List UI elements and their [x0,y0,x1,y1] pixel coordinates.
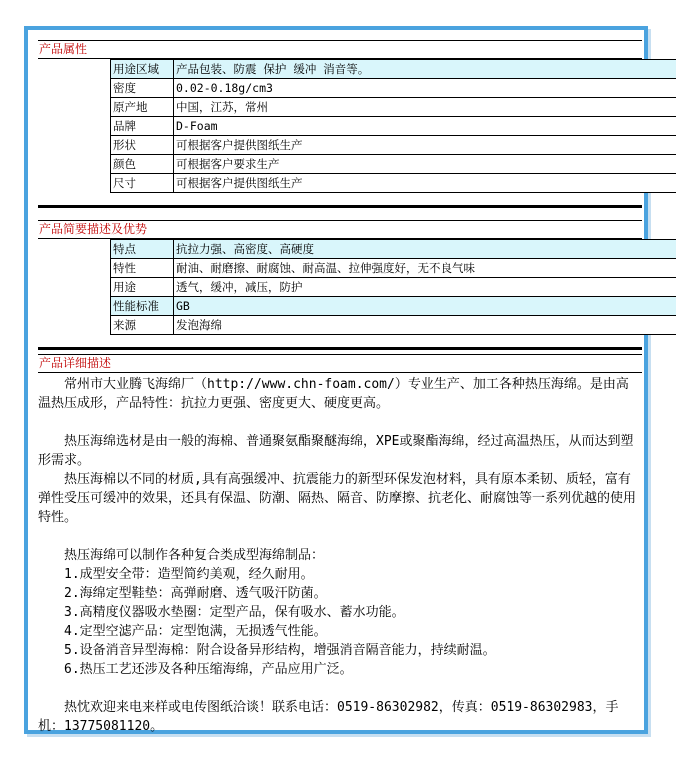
table-row [111,79,676,98]
detail-paragraph: 常州市大业腾飞海绵厂（http://www.chn-foam.com/）专业生产、加工各种热压海绵。是由高温热压成形，产品特性：抗拉力更强、密度更大、硬度更高。 [38,377,629,411]
table-row [111,240,676,259]
section-title-brief: 产品简要描述及优势 [38,220,642,239]
row-key: 密度 [111,79,174,98]
row-value: 可根据客户提供图纸生产 [174,136,676,155]
section-title-detail: 产品详细描述 [38,354,642,373]
table-row [111,278,676,297]
table-row [111,60,676,79]
product-frame [24,26,648,734]
detail-list [38,565,640,679]
row-key: 形状 [111,136,174,155]
brief-table [110,239,676,335]
table-row [111,316,676,335]
table-row [111,117,676,136]
list-item: 1.成型安全带：造型简约美观，经久耐用。 [64,567,314,582]
row-key: 原产地 [111,98,174,117]
list-item: 2.海绵定型鞋垫：高弹耐磨、透气吸汗防菌。 [64,586,327,601]
row-value: 可根据客户要求生产 [174,155,676,174]
list-item: 3.高精度仪器吸水垫圈：定型产品，保有吸水、蓄水功能。 [64,605,405,620]
contact-paragraph: 热忱欢迎来电来样或电传图纸洽谈！联系电话：0519-86302982，传真：0519-86302983，手机：13775081120。 [38,700,619,734]
row-value: 可根据客户提供图纸生产 [174,174,676,193]
row-value: D-Foam [174,117,676,136]
table-row [111,174,676,193]
table-row [111,155,676,174]
table-row [111,297,676,316]
row-key: 颜色 [111,155,174,174]
row-key: 性能标准 [111,297,174,316]
row-key: 来源 [111,316,174,335]
row-value: 发泡海绵 [174,316,676,335]
row-key: 用途 [111,278,174,297]
attributes-table [110,59,676,193]
row-key: 尺寸 [111,174,174,193]
row-key: 用途区域 [111,60,174,79]
row-value: 抗拉力强、高密度、高硬度 [174,240,676,259]
row-value: 0.02-0.18g/cm3 [174,79,676,98]
row-value: 耐油、耐磨擦、耐腐蚀、耐高温、拉伸强度好，无不良气味 [174,259,676,278]
list-item: 4.定型空滤产品：定型饱满，无损透气性能。 [64,624,327,639]
list-item: 6.热压工艺还涉及各种压缩海绵，产品应用广泛。 [64,662,353,677]
section-title-attributes: 产品属性 [38,40,642,59]
row-value: 产品包装、防震 保护 缓冲 消音等。 [174,60,676,79]
row-key: 品牌 [111,117,174,136]
detail-paragraph: 热压海绵选材是由一般的海棉、普通聚氨酯聚醚海绵，XPE或聚酯海绵，经过高温热压，从而达到塑形需求。 [38,434,634,468]
row-value: 中国，江苏，常州 [174,98,676,117]
detail-paragraph: 热压海绵可以制作各种复合类成型海绵制品： [64,548,325,563]
list-item: 5.设备消音异型海棉：附合设备异形结构，增强消音隔音能力，持续耐温。 [64,643,496,658]
detail-paragraph: 热压海棉以不同的材质,具有高强缓冲、抗震能力的新型环保发泡材料，具有原本柔韧、质轻，富有弹性受压可缓冲的效果，还具有保温、防潮、隔热、隔音、防摩擦、抗老化、耐腐蚀等一系列优越的使用特性。 [38,472,637,525]
table-row [111,98,676,117]
content [38,40,642,736]
table-row [111,259,676,278]
row-value: 透气，缓冲，减压，防护 [174,278,676,297]
row-value: GB [174,297,676,316]
table-row [111,136,676,155]
detail-description [38,373,640,736]
row-key: 特性 [111,259,174,278]
row-key: 特点 [111,240,174,259]
